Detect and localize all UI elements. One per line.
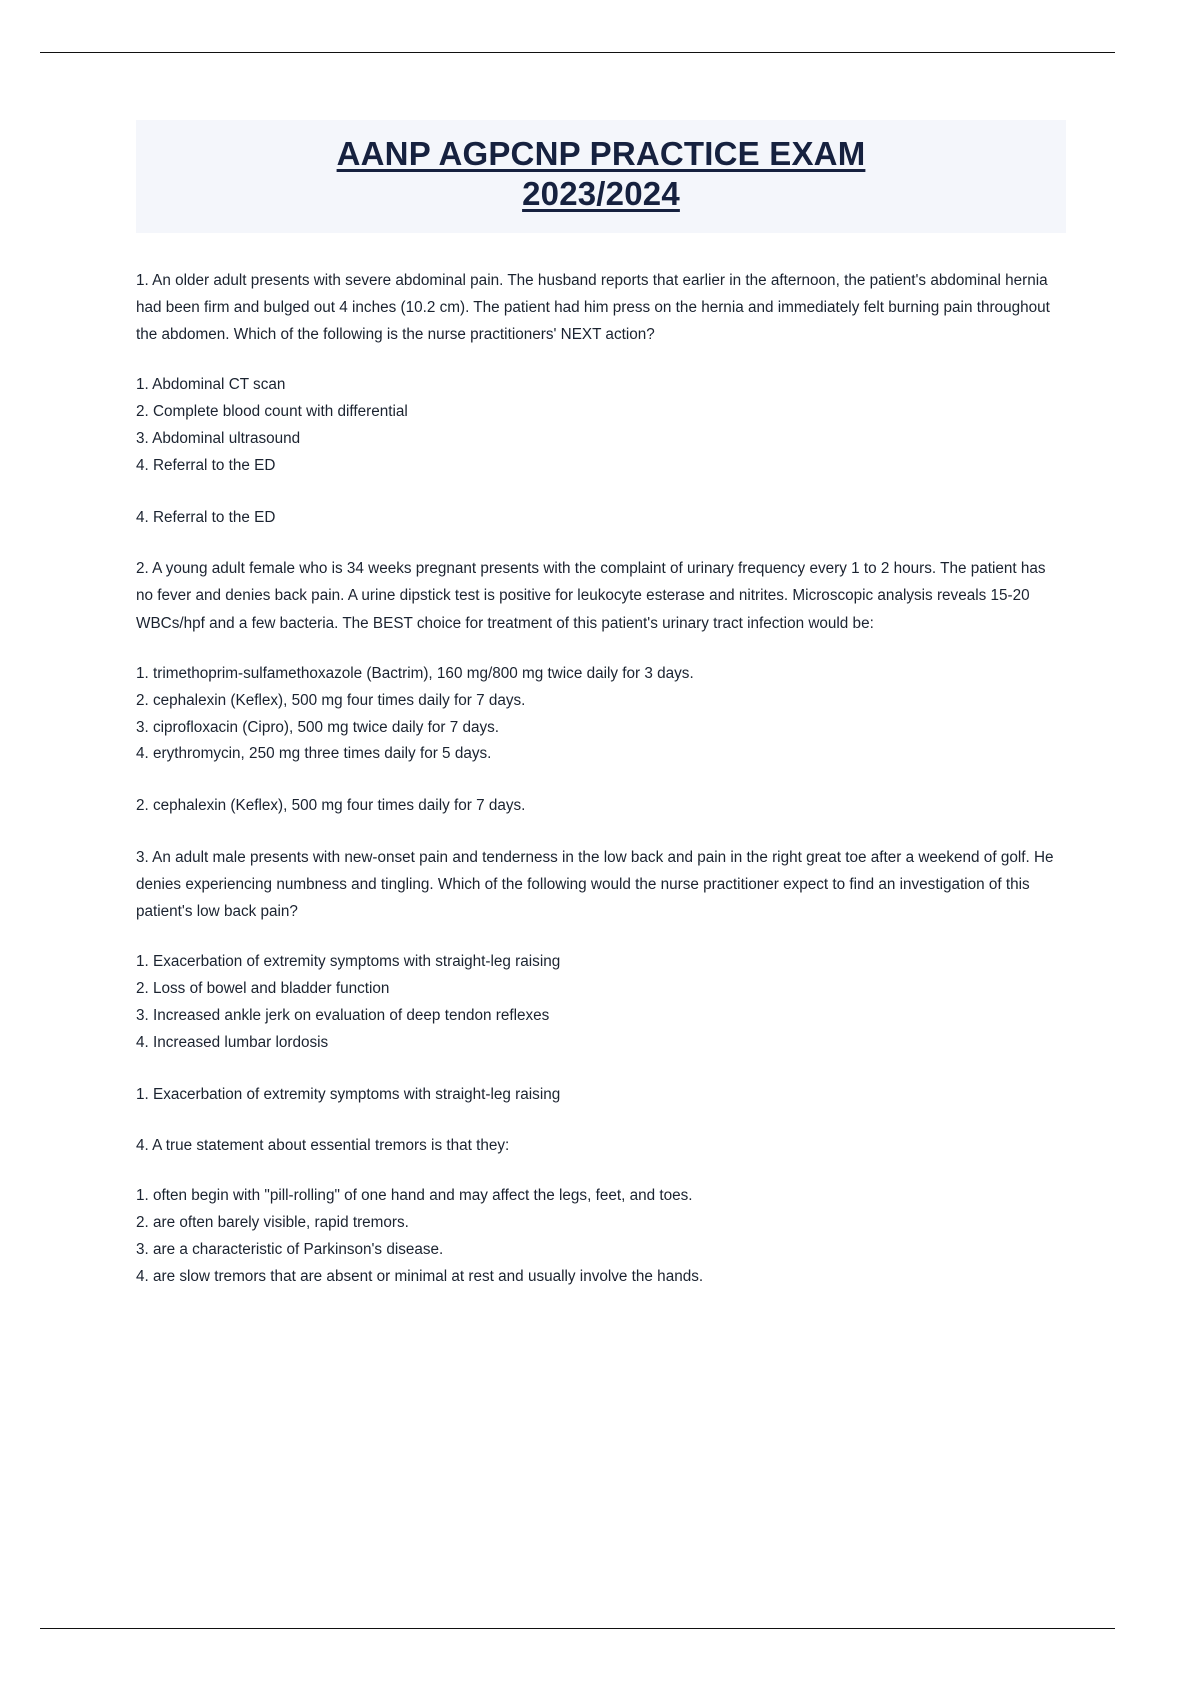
option-item[interactable]: 4. erythromycin, 250 mg three times daily for 5 days. (136, 745, 492, 763)
option-item[interactable]: 3. Increased ankle jerk on evaluation of deep tendon reflexes (136, 1007, 550, 1025)
option-item[interactable]: 1. often begin with "pill-rolling" of one hand and may affect the legs, feet, and toes. (136, 1187, 693, 1205)
question-stem: 4. A true statement about essential tremors is that they: (136, 1137, 510, 1155)
question-options (136, 949, 1066, 1057)
question-options (136, 661, 1066, 769)
question-answer: 1. Exacerbation of extremity symptoms with straight-leg raising (136, 1085, 561, 1103)
document-page (40, 0, 1160, 1700)
footer-divider (40, 1628, 1115, 1629)
question-options (136, 372, 1066, 480)
question-options (136, 1183, 1066, 1291)
option-item[interactable]: 1. trimethoprim-sulfamethoxazole (Bactrim), 160 mg/800 mg twice daily for 3 days. (136, 664, 694, 682)
option-item[interactable]: 2. are often barely visible, rapid tremors. (136, 1214, 409, 1232)
option-item[interactable]: 1. Abdominal CT scan (136, 376, 286, 394)
option-item[interactable]: 2. Complete blood count with differential (136, 403, 408, 421)
title-line-2: 2023/2024 (522, 175, 680, 213)
option-item[interactable]: 3. ciprofloxacin (Cipro), 500 mg twice daily for 7 days. (136, 718, 500, 736)
question-answer: 2. cephalexin (Keflex), 500 mg four times daily for 7 days. (136, 797, 526, 815)
question-3 (136, 844, 1066, 1109)
question-4 (136, 1132, 1066, 1291)
option-item[interactable]: 4. Increased lumbar lordosis (136, 1034, 329, 1052)
header-divider (40, 52, 1115, 53)
option-item[interactable]: 3. Abdominal ultrasound (136, 430, 301, 447)
option-item[interactable]: 2. Loss of bowel and bladder function (136, 980, 390, 998)
document-title (136, 120, 1066, 233)
question-stem: 1. An older adult presents with severe abdominal pain. The husband reports that earlier in the afternoon, the patient's abdominal hernia had been firm and bulged out 4 inches (10.2 cm). The patient had him press on the hernia and immediately felt burning pain throughout the abdomen. Which of the following is the nurse practitioners' NEXT action? (136, 271, 1050, 343)
option-item[interactable]: 4. Referral to the ED (136, 456, 276, 474)
title-line-1: AANP AGPCNP PRACTICE EXAM (336, 135, 866, 172)
option-item[interactable]: 3. are a characteristic of Parkinson's disease. (136, 1241, 444, 1259)
question-stem: 2. A young adult female who is 34 weeks pregnant presents with the complaint of urinary frequency every 1 to 2 hours. The patient has no fever and denies back pain. A urine dipstick test is positive for leukocyte esterase and nitrites. Microscopic analysis reveals 15-20 WBCs/hpf and a few bacteria. The BEST choice for treatment of this patient's urinary tract infection would be: (136, 560, 1046, 632)
question-answer: 4. Referral to the ED (136, 508, 276, 526)
question-stem: 3. An adult male presents with new-onset pain and tenderness in the low back and pain in the right great toe after a weekend of golf. He denies experiencing numbness and tingling. Which of the following would the nurse practitioner expect to find an investigation of this patient's low back pain? (136, 848, 1054, 921)
question-1 (136, 267, 1066, 532)
document-content (136, 120, 1066, 1291)
option-item[interactable]: 2. cephalexin (Keflex), 500 mg four times daily for 7 days. (136, 691, 526, 709)
option-item[interactable]: 4. are slow tremors that are absent or minimal at rest and usually involve the hands. (136, 1268, 704, 1286)
option-item[interactable]: 1. Exacerbation of extremity symptoms with straight-leg raising (136, 953, 561, 971)
question-2 (136, 555, 1066, 820)
